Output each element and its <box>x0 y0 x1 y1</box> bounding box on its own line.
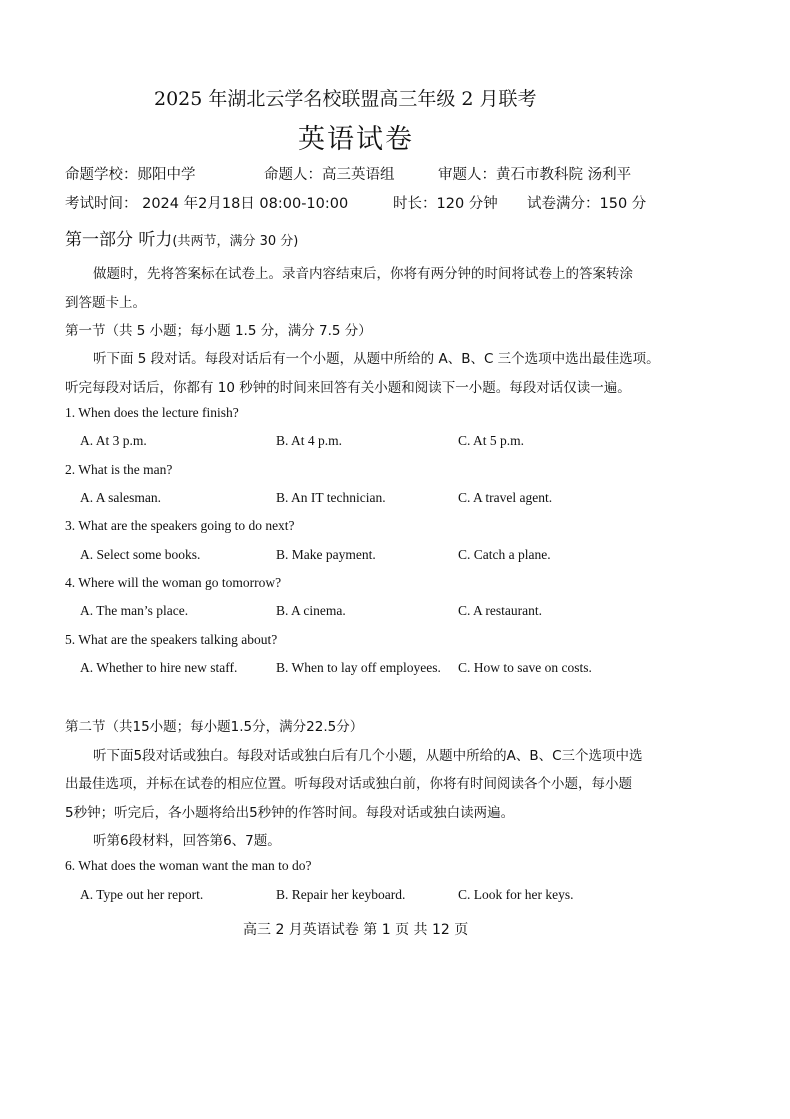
exam-title: 2025 年湖北云学名校联盟高三年级 2 月联考 <box>154 88 537 110</box>
section1-instr-line2: 听完每段对话后，你都有 10 秒钟的时间来回答有关小题和阅读下一小题。每段对话仅读一遍。 <box>65 380 631 396</box>
section2-instr-line1: 听下面5段对话或独白。每段对话或独白后有几个小题，从题中所给的A、B、C三个选项中选 <box>93 748 643 764</box>
question-6-option-a: A. Type out her report. <box>80 887 204 902</box>
question-5-option-c: C. How to save on costs. <box>458 660 592 675</box>
exam-subtitle: 英语试卷 <box>298 124 414 155</box>
question-2-option-a: A. A salesman. <box>80 490 161 505</box>
question-3-option-a: A. Select some books. <box>80 547 201 562</box>
question-3-option-c: C. Catch a plane. <box>458 547 551 562</box>
info-setter: 命题人：高三英语组 <box>264 167 395 183</box>
question-6: 6. What does the woman want the man to do? <box>65 858 312 873</box>
part1-intro-line1: 做题时，先将答案标在试卷上。录音内容结束后，你将有两分钟的时间将试卷上的答案转涂 <box>93 266 633 282</box>
question-6-option-c: C. Look for her keys. <box>458 887 574 902</box>
question-4-option-c: C. A restaurant. <box>458 603 542 618</box>
section1-instr-line1: 听下面 5 段对话。每段对话后有一个小题，从题中所给的 A、B、C 三个选项中选出最佳选项。 <box>93 351 660 367</box>
section1-title: 第一节（共 5 小题；每小题 1.5 分，满分 7.5 分） <box>65 323 372 339</box>
info-reviewer: 审题人：黄石市教科院 汤利平 <box>438 167 632 183</box>
question-3-option-b: B. Make payment. <box>276 547 376 562</box>
page-footer: 高三 2 月英语试卷 第 1 页 共 12 页 <box>243 922 469 938</box>
section2-instr-line3: 5秒钟；听完后，各小题将给出5秒钟的作答时间。每段对话或独白读两遍。 <box>65 805 515 821</box>
question-5: 5. What are the speakers talking about? <box>65 632 278 647</box>
question-4: 4. Where will the woman go tomorrow? <box>65 575 282 590</box>
question-2-option-c: C. A travel agent. <box>458 490 553 505</box>
part1-title <box>65 225 298 250</box>
info-time: 考试时间： 2024 年2月18日 08:00-10:00 <box>65 196 349 212</box>
part1-title-note: (共两节，满分 30 分) <box>172 234 299 249</box>
info-duration: 时长：120 分钟 <box>393 196 498 212</box>
part1-intro-line2: 到答题卡上。 <box>65 295 146 311</box>
question-5-option-b: B. When to lay off employees. <box>276 660 441 675</box>
question-2: 2. What is the man? <box>65 462 173 477</box>
section2-instr-line2: 出最佳选项，并标在试卷的相应位置。听每段对话或独白前，你将有时间阅读各个小题，每小题 <box>65 776 632 792</box>
section2-material: 听第6段材料，回答第6、7题。 <box>93 833 281 849</box>
question-4-option-a: A. The man’s place. <box>80 603 189 618</box>
question-1: 1. When does the lecture finish? <box>65 405 239 420</box>
info-school: 命题学校：郧阳中学 <box>65 167 196 183</box>
question-5-option-a: A. Whether to hire new staff. <box>80 660 238 675</box>
question-4-option-b: B. A cinema. <box>276 603 346 618</box>
question-1-option-c: C. At 5 p.m. <box>458 433 525 448</box>
question-3: 3. What are the speakers going to do next? <box>65 518 295 533</box>
part1-title-text: 第一部分 听力 <box>65 230 173 250</box>
section2-title: 第二节（共15小题；每小题1.5分，满分22.5分） <box>65 719 364 735</box>
question-1-option-b: B. At 4 p.m. <box>276 433 343 448</box>
question-1-option-a: A. At 3 p.m. <box>80 433 147 448</box>
info-score: 试卷满分：150 分 <box>527 196 647 212</box>
question-2-option-b: B. An IT technician. <box>276 490 386 505</box>
question-6-option-b: B. Repair her keyboard. <box>276 887 406 902</box>
